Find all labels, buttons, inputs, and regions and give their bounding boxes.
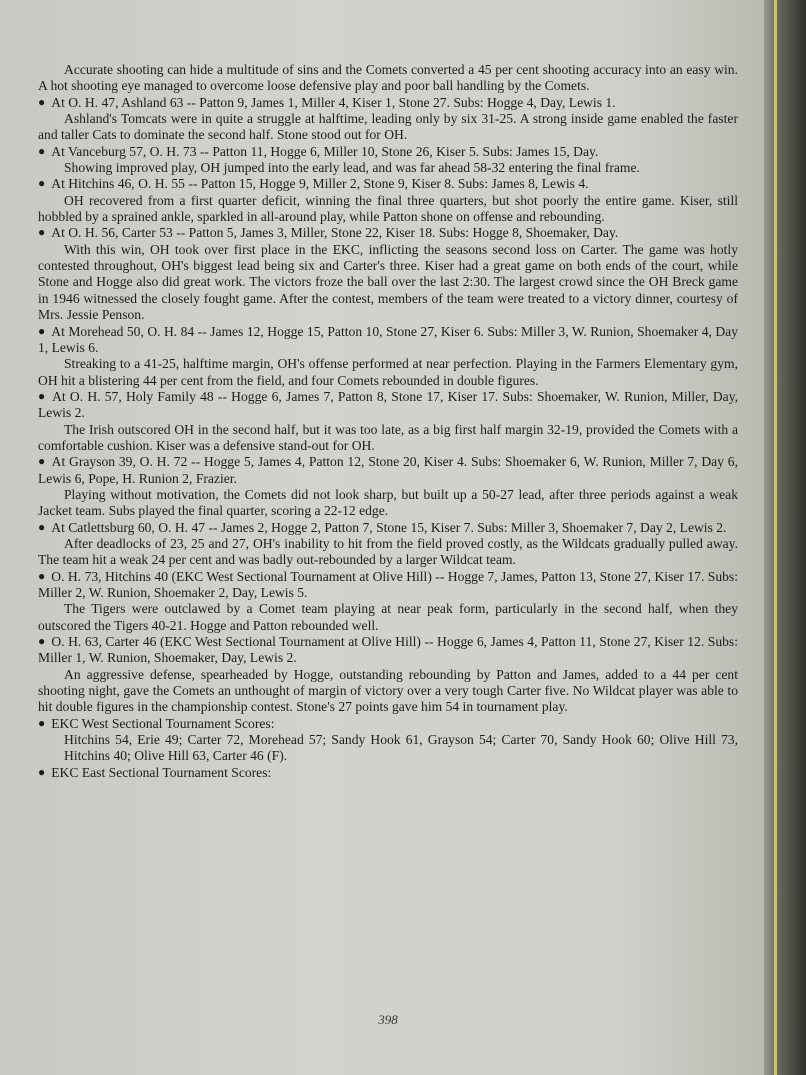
block-text: Streaking to a 41-25, halftime margin, OH's offense performed at near perfection. Playing in the Farmers Elementary gym, OH hit a blistering 44 per cent from the field, and four Comets rebounded in double figures. bbox=[38, 356, 738, 388]
block-text: O. H. 73, Hitchins 40 (EKC West Sectional Tournament at Olive Hill) -- Hogge 7, James, Patton 13, Stone 27, Kiser 17. Subs: Miller 2, W. Runion, Shoemaker 2, Day, Lewis 5. bbox=[38, 568, 739, 600]
game-entry bbox=[38, 454, 738, 487]
page-number: 398 bbox=[378, 1012, 398, 1027]
block-text: EKC West Sectional Tournament Scores: bbox=[51, 715, 275, 731]
game-entry bbox=[38, 716, 738, 732]
block-text: At O. H. 56, Carter 53 -- Patton 5, James 3, Miller, Stone 22, Kiser 18. Subs: Hogge 8, Shoemaker, Day. bbox=[51, 225, 619, 241]
block-text: Hitchins 54, Erie 49; Carter 72, Morehead 57; Sandy Hook 61, Grayson 54; Carter 70, Sandy Hook 60; Olive Hill 73, Hitchins 40; Olive Hill 63, Carter 46 (F). bbox=[64, 732, 738, 764]
block-text: Showing improved play, OH jumped into the early lead, and was far ahead 58-32 entering the final frame. bbox=[64, 160, 640, 176]
block-text: The Irish outscored OH in the second half, but it was too late, as a big first half margin 32-19, provided the Comets with a comfortable cushion. Kiser was a defensive stand-out for OH. bbox=[38, 421, 738, 453]
paragraph bbox=[38, 193, 738, 226]
paragraph bbox=[38, 111, 738, 144]
bullet-icon: ● bbox=[38, 568, 46, 583]
bullet-icon: ● bbox=[38, 519, 46, 534]
block-text: Accurate shooting can hide a multitude of sins and the Comets converted a 45 per cent shooting accuracy into an easy win. A hot shooting eye managed to overcome loose defensive play and poor ball handling by the Comets. bbox=[38, 62, 738, 94]
block-text: O. H. 63, Carter 46 (EKC West Sectional Tournament at Olive Hill) -- Hogge 6, James 4, Patton 11, Stone 27, Kiser 12. Subs: Miller 1, W. Runion, Shoemaker, Day, Lewis 2. bbox=[38, 634, 738, 666]
bullet-icon: ● bbox=[38, 634, 46, 649]
game-entry bbox=[38, 569, 738, 602]
spine-highlight bbox=[774, 0, 777, 1075]
bullet-icon: ● bbox=[38, 94, 46, 109]
page-text bbox=[38, 62, 738, 781]
bullet-icon: ● bbox=[38, 454, 46, 469]
paragraph bbox=[38, 242, 738, 324]
block-text: At O. H. 47, Ashland 63 -- Patton 9, James 1, Miller 4, Kiser 1, Stone 27. Subs: Hogge 4, Day, Lewis 1. bbox=[51, 94, 616, 110]
bullet-icon: ● bbox=[38, 143, 46, 158]
paragraph bbox=[38, 422, 738, 455]
paragraph bbox=[38, 601, 738, 634]
block-text: At O. H. 57, Holy Family 48 -- Hogge 6, James 7, Patton 8, Stone 17, Kiser 17. Subs: Shoemaker, W. Runion, Miller, Day, Lewis 2. bbox=[38, 388, 739, 421]
block-text: The Tigers were outclawed by a Comet team playing at near peak form, particularly in the second half, when they outscored the Tigers 40-21. Hogge and Patton rebounded well. bbox=[38, 601, 738, 633]
block-text: Playing without motivation, the Comets did not look sharp, but built up a 50-27 lead, after three periods against a weak Jacket team. Subs played the final quarter, scoring a 22-12 edge. bbox=[38, 486, 738, 519]
paragraph bbox=[38, 160, 738, 176]
game-entry bbox=[38, 765, 738, 781]
bullet-icon: ● bbox=[38, 323, 46, 338]
bullet-icon: ● bbox=[38, 715, 46, 730]
bullet-icon: ● bbox=[38, 225, 46, 240]
bullet-icon: ● bbox=[38, 764, 46, 779]
game-entry bbox=[38, 520, 738, 536]
game-entry bbox=[38, 225, 738, 241]
block-text: After deadlocks of 23, 25 and 27, OH's inability to hit from the field proved costly, as the Wildcats gradually pulled away. The team hit a weak 24 per cent and was badly out-rebounded by a larger Wildcat team. bbox=[38, 535, 738, 568]
paragraph bbox=[38, 487, 738, 520]
block-text: At Grayson 39, O. H. 72 -- Hogge 5, James 4, Patton 12, Stone 20, Kiser 4. Subs: Shoemaker 6, W. Runion, Miller 7, Day 6, Lewis 6, Pope, H. Runion 2, Frazier. bbox=[38, 454, 738, 486]
game-entry bbox=[38, 176, 738, 192]
block-text: OH recovered from a first quarter deficit, winning the final three quarters, but shot poorly the entire game. Kiser, still hobbled by a sprained ankle, sparkled in all-around play, while Patton shone on offense and rebounding. bbox=[38, 192, 738, 225]
bullet-icon: ● bbox=[38, 388, 47, 403]
block-text: With this win, OH took over first place in the EKC, inflicting the seasons second loss on Carter. The game was hotly contested throughout, OH's biggest lead being six and Carter's three. Kiser had a great game on both ends of the court, while Stone and Hogge also did great work. The victors froze the ball over the last 2:30. The largest crowd since the OH Breck game in 1946 witnessed the closely fought game. After the contest, members of the team were treated to a victory dinner, courtesy of Mrs. Jessie Penson. bbox=[38, 241, 738, 323]
game-entry bbox=[38, 389, 738, 422]
block-text: At Vanceburg 57, O. H. 73 -- Patton 11, Hogge 6, Miller 10, Stone 26, Kiser 5. Subs: James 15, Day. bbox=[51, 143, 599, 159]
game-entry bbox=[38, 144, 738, 160]
block-text: EKC East Sectional Tournament Scores: bbox=[51, 764, 272, 780]
paragraph bbox=[38, 667, 738, 716]
book-spine bbox=[764, 0, 806, 1075]
paragraph bbox=[38, 62, 738, 95]
block-text: At Morehead 50, O. H. 84 -- James 12, Hogge 15, Patton 10, Stone 27, Kiser 6. Subs: Miller 3, W. Runion, Shoemaker 4, Day 1, Lewis 6. bbox=[38, 323, 738, 355]
paragraph bbox=[38, 356, 738, 389]
block-text: At Catlettsburg 60, O. H. 47 -- James 2, Hogge 2, Patton 7, Stone 15, Kiser 7. Subs: Miller 3, Shoemaker 7, Day 2, Lewis 2. bbox=[51, 519, 727, 535]
paragraph bbox=[38, 536, 738, 569]
block-text: At Hitchins 46, O. H. 55 -- Patton 15, Hogge 9, Miller 2, Stone 9, Kiser 8. Subs: James 8, Lewis 4. bbox=[51, 176, 589, 192]
game-entry bbox=[38, 95, 738, 111]
score-list bbox=[38, 732, 738, 765]
block-text: An aggressive defense, spearheaded by Hogge, outstanding rebounding by Patton and James, added to a 44 per cent shooting night, gave the Comets an unthought of margin of victory over a very tough Carter five. No Wildcat player was able to hit double figures in the championship contest. Stone's 27 points gave him 54 in tournament play. bbox=[38, 666, 738, 715]
block-text: Ashland's Tomcats were in quite a struggle at halftime, leading only by six 31-25. A strong inside game enabled the faster and taller Cats to dominate the second half. Stone stood out for OH. bbox=[38, 111, 738, 143]
game-entry bbox=[38, 324, 738, 357]
game-entry bbox=[38, 634, 738, 667]
bullet-icon: ● bbox=[38, 176, 46, 191]
